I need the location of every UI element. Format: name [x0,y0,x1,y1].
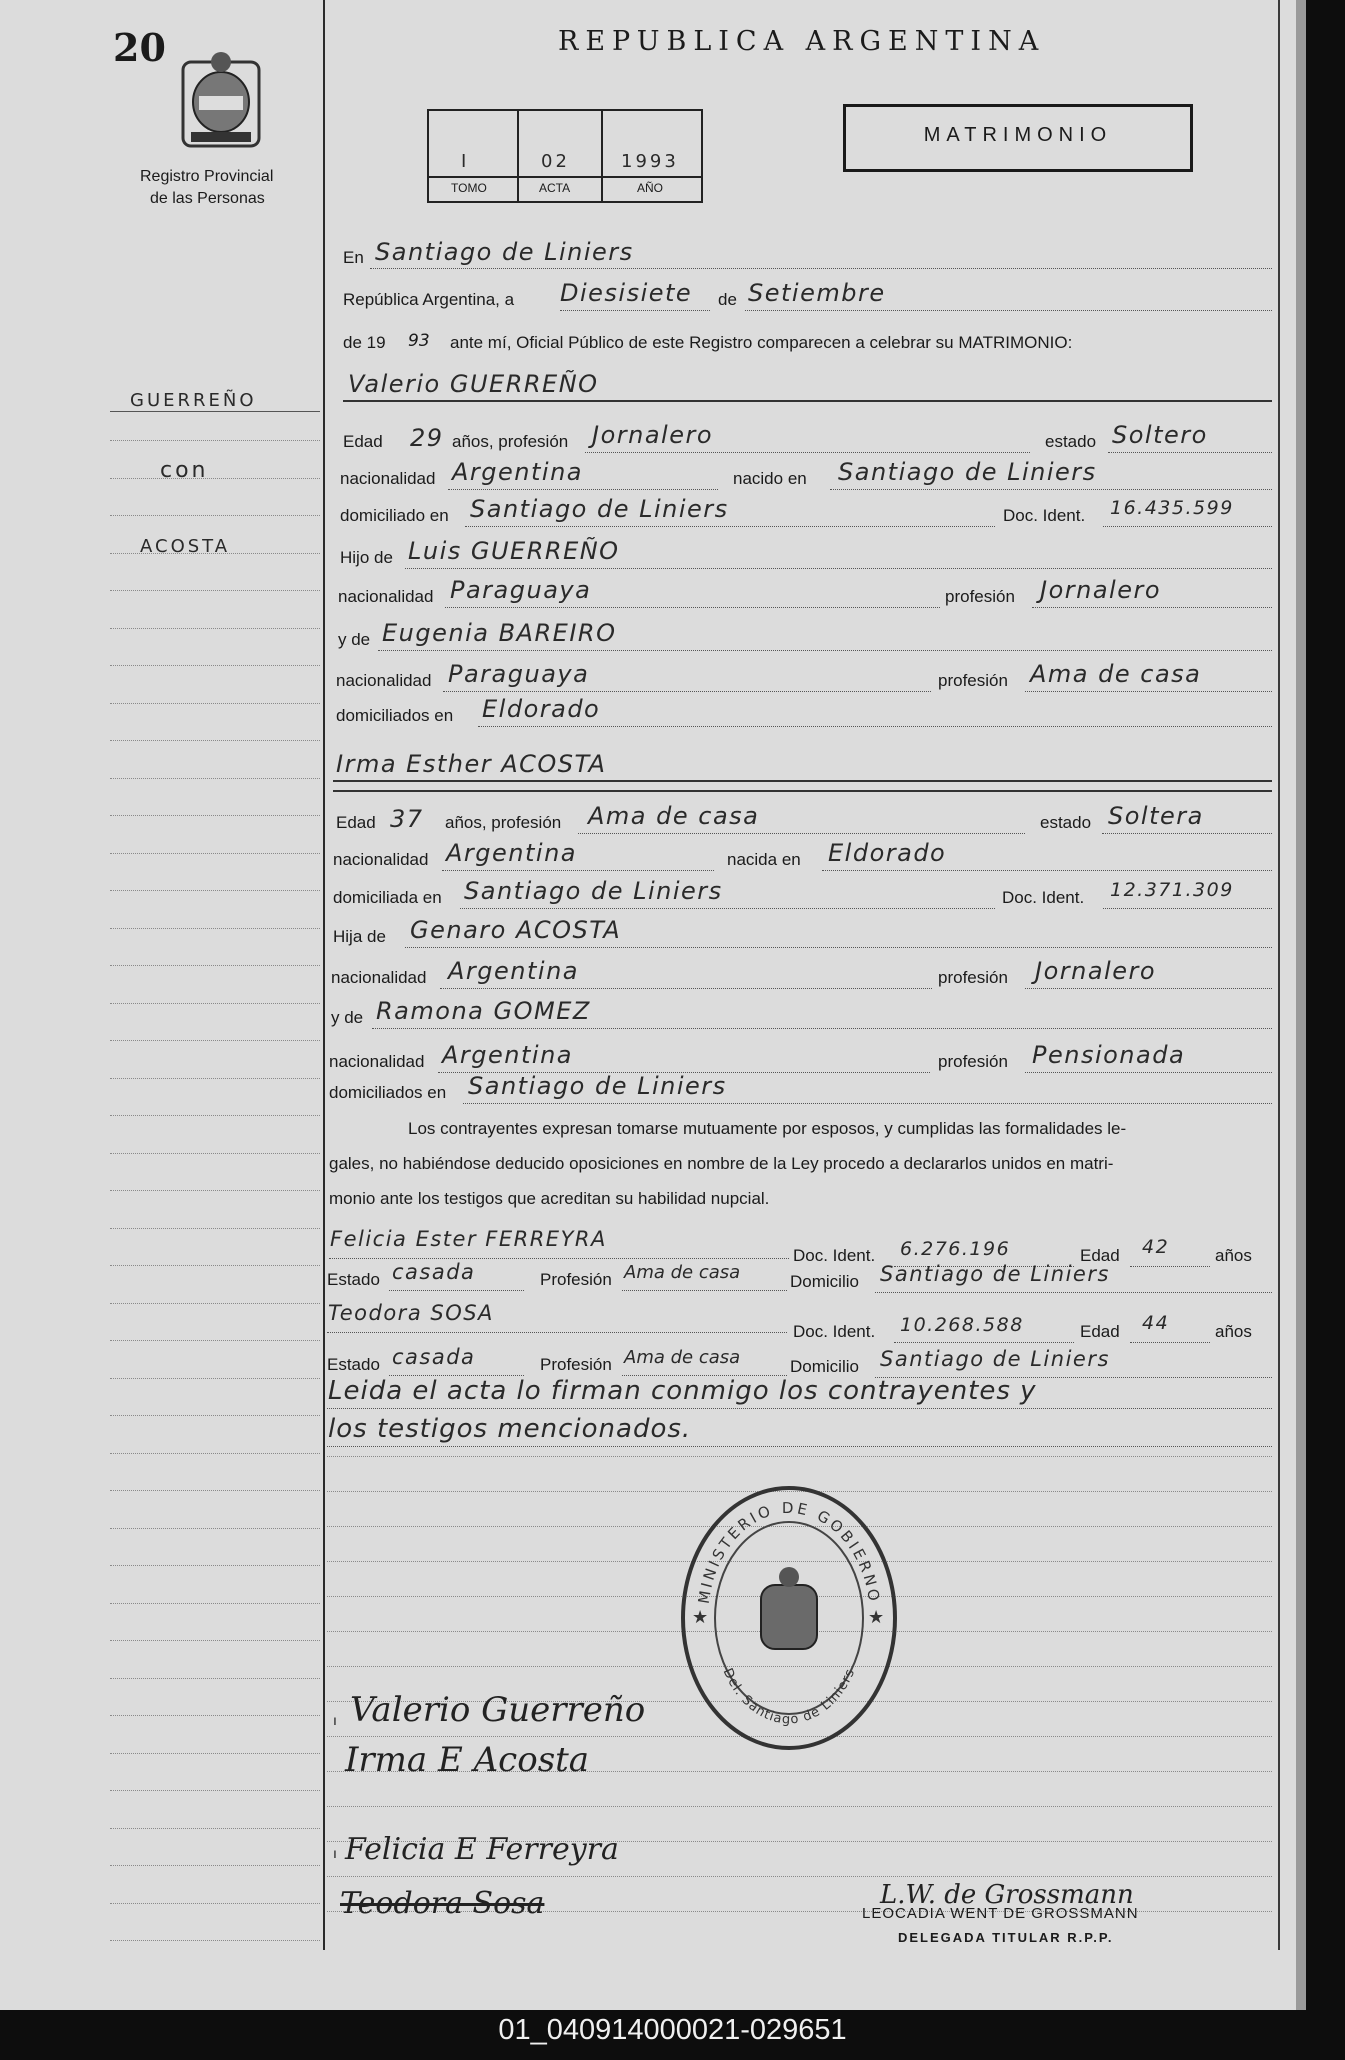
official-signature: L.W. de Grossmann [880,1880,1134,1910]
month-value: Setiembre [748,279,886,307]
witness2-status: casada [392,1345,476,1369]
witness1-name: Felicia Ester FERREYRA [330,1227,607,1251]
svg-text:Del. Santiago de Liniers [720,1666,859,1727]
margin-ruled-line [110,1340,320,1341]
bride-doc: 12.371.309 [1110,879,1234,901]
body-ruled-line [327,1876,1272,1877]
bride-birthplace: Eldorado [828,839,947,867]
registry-name-line1: Registro Provincial [140,168,274,185]
margin-ruled-line [110,478,320,479]
witness1-age: 42 [1142,1236,1170,1258]
page-number: 20 [113,25,166,70]
bride-mother-profession: Pensionada [1032,1041,1186,1069]
republica-label: República Argentina, a [343,290,515,309]
margin-ruled-line [110,1453,320,1454]
bride-mother-nationality: Argentina [442,1041,573,1069]
margin-ruled-line [110,703,320,704]
groom-parents-domicile: Eldorado [482,695,601,723]
registry-name-line2: de las Personas [150,190,265,207]
margin-ruled-line [110,1753,320,1754]
margin-ruled-line [110,1078,320,1079]
file-id: 01_040914000021-029651 [498,2014,847,2046]
act-number-box [427,109,703,203]
witness2-profession: Ama de casa [624,1347,741,1368]
witness1-domicile: Santiago de Liniers [880,1262,1110,1286]
margin-ruled-line [110,778,320,779]
margin-ruled-line [110,1640,320,1641]
margin-ruled-line [110,1415,320,1416]
groom-status: Soltero [1112,421,1208,449]
bride-mother: Ramona GOMEZ [376,997,591,1025]
ano-label: AÑO [637,181,664,195]
bride-signature: Irma E Acosta [345,1740,590,1780]
margin-ruled-line [110,853,320,854]
margin-ruled-line [110,1940,320,1941]
official-name: LEOCADIA WENT DE GROSSMANN [862,1905,1139,1922]
margin-ruled-line [110,1190,320,1191]
margin-ruled-line [110,1003,320,1004]
bride-status: Soltera [1108,802,1204,830]
bride-father-profession: Jornalero [1035,957,1157,985]
margin-divider [323,0,325,1950]
bride-age: 37 [390,805,424,833]
margin-ruled-line [110,1790,320,1791]
body-ruled-line [327,1456,1272,1457]
groom-age: 29 [410,424,444,452]
margin-ruled-line [110,1040,320,1041]
witness2-signature: Teodora Sosa [340,1886,545,1921]
margin-ruled-line [110,815,320,816]
groom-nationality: Argentina [452,458,583,486]
svg-text:★: ★ [868,1607,885,1628]
closing-line2: los testigos mencionados. [328,1414,692,1444]
bride-nationality: Argentina [446,839,577,867]
witness1-signature: Felicia E Ferreyra [345,1832,619,1867]
margin-ruled-line [110,965,320,966]
de-label: de [718,290,737,309]
groom-profession: Jornalero [592,421,714,449]
groom-birthplace: Santiago de Liniers [838,458,1097,486]
margin-ruled-line [110,928,320,929]
intro-closing: ante mí, Oficial Público de este Registro comparecen a celebrar su MATRIMONIO: [450,333,1073,352]
tomo-label: TOMO [451,181,487,195]
closing-line1: Leida el acta lo firman conmigo los contrayentes y [328,1376,1037,1406]
bride-profession: Ama de casa [588,802,760,830]
declaration-line3: monio ante los testigos que acreditan su habilidad nupcial. [329,1189,770,1208]
groom-mother: Eugenia BAREIRO [382,619,617,647]
en-label: En [343,248,364,267]
bride-domicile: Santiago de Liniers [464,877,723,905]
margin-ruled-line [110,1715,320,1716]
margin-ruled-line [110,1565,320,1566]
groom-mother-profession: Ama de casa [1030,660,1202,688]
groom-father: Luis GUERREÑO [408,537,620,565]
coat-of-arms-icon [175,44,267,154]
margin-ruled-line [110,1265,320,1266]
margin-ruled-line [110,1903,320,1904]
acta-label: ACTA [539,181,571,195]
act-type-label: MATRIMONIO [923,124,1113,146]
groom-name: Valerio GUERREÑO [348,370,599,398]
witness1-status: casada [392,1260,476,1284]
groom-mother-nationality: Paraguaya [448,660,590,688]
groom-domicile: Santiago de Liniers [470,495,729,523]
witness1-doc: 6.276.196 [900,1238,1011,1260]
margin-ruled-line [110,1490,320,1491]
margin-ruled-line [110,1828,320,1829]
margin-ruled-line [110,1153,320,1154]
margin-ruled-line [110,1378,320,1379]
groom-father-profession: Jornalero [1040,576,1162,604]
margin-name2: ACOSTA [140,536,231,557]
margin-name1: GUERREÑO [130,390,257,411]
margin-ruled-line [110,553,320,554]
groom-doc: 16.435.599 [1110,497,1234,519]
country-title: REPUBLICA ARGENTINA [558,26,1046,57]
margin-ruled-line [110,1603,320,1604]
margin-ruled-line [110,1678,320,1679]
day-value: Diesisiete [560,279,693,307]
ministry-stamp [678,1483,900,1753]
right-border [1278,0,1280,1950]
margin-ruled-line [110,440,320,441]
body-ruled-line [327,1806,1272,1807]
witness2-age: 44 [1142,1312,1170,1334]
groom-father-nationality: Paraguaya [450,576,592,604]
witness1-profession: Ama de casa [624,1262,741,1283]
margin-ruled-line [110,628,320,629]
declaration-line1: Los contrayentes expresan tomarse mutuamente por esposos, y cumplidas las formalidades le- [408,1119,1127,1138]
year-prefix: de 19 [343,333,386,352]
witness2-doc: 10.268.588 [900,1314,1024,1336]
witness2-name: Teodora SOSA [328,1301,494,1325]
document-page: 20 Registro Provincial de las Personas REPUBLICA ARGENTINA I TOMO 02 ACTA 1993 AÑO MATRIMONIO GUERREÑO con ACOSTA En Santiago de Liniers República Argentina, a Diesisiete de Setiembre de 19 93 ante mí, Oficial Público de este Registro comparecen a celebrar su MATRIMONIO: Valerio GUERREÑO Edad 29 años, profesión Jornalero estado Soltero nacionalidad Argentina nacido en Santiago de Liniers domiciliado en Santiago de Liniers Doc. Ident. 16.435.599 Hijo de Luis GUERREÑO nacionalidad Paraguaya profesión Jornalero y de Eugenia BAREIRO nacionalidad Paraguaya profesión Ama de casa domiciliados en Eldorado Irma Esther ACOSTA Edad 37 años, profesión Ama de casa estado Soltera nacionalidad Argentina nacida en Eldorado domiciliada en Santiago de Liniers Doc. Ident. 12.371.309 Hija de Genaro ACOSTA nacionalidad Argentina profesión Jornalero y de Ramona GOMEZ nacionalidad Argentina profesión Pensionada domiciliados en Santiago de Liniers Los contrayentes expresan tomarse mutuamente por esposos, y cumplidas las formalidades le- gales, no habiéndose deducido oposiciones en nombre de la Ley procedo a declararlos unidos en matri- monio ante los testigos que acreditan su habilidad nupcial. Felicia Ester FERREYRA Doc. Ident. 6.276.196 Edad 42 años Estado casada Profesión Ama de casa Domicilio Santiago de Liniers Teodora SOSA Doc. Ident. 10.268.588 Edad 44 años Estado casada Profesión Ama de casa Domicilio Santiago de Liniers Leida el acta lo firman conmigo los contrayentes y los testigos mencionados. ★ ★ MINISTERIO DE GOBIERNO Del. Santiago de Liniers ı Valerio Guerreño Irma E Acosta ı Felicia E Ferreyra Teodora Sosa L.W. de Grossmann LEOCADIA WENT DE GROSSMANN DELEGADA TITULAR R.P.P. [0,0,1296,2010]
witness2-domicile: Santiago de Liniers [880,1347,1110,1371]
margin-rule [110,411,320,412]
bride-father: Genaro ACOSTA [410,916,622,944]
bride-name: Irma Esther ACOSTA [336,750,607,778]
ano-value: 1993 [621,151,679,172]
margin-ruled-line [110,1528,320,1529]
stamp-text-top: MINISTERIO DE GOBIERNO [694,1498,884,1605]
margin-connector: con [160,458,209,483]
margin-ruled-line [110,740,320,741]
bride-father-nationality: Argentina [448,957,579,985]
margin-ruled-line [110,1228,320,1229]
margin-ruled-line [110,890,320,891]
margin-ruled-line [110,590,320,591]
place-value: Santiago de Liniers [375,238,634,266]
act-type-box [843,104,1193,172]
year-value: 93 [408,331,430,351]
official-title: DELEGADA TITULAR R.P.P. [898,1930,1114,1945]
groom-signature: Valerio Guerreño [350,1690,646,1730]
svg-text:★: ★ [692,1607,709,1628]
tomo-value: I [461,151,470,172]
stamp-text-bottom: Del. Santiago de Liniers [719,1666,859,1728]
margin-ruled-line [110,1303,320,1304]
margin-ruled-line [110,1115,320,1116]
margin-ruled-line [110,515,320,516]
acta-value: 02 [541,151,570,172]
declaration-line2: gales, no habiéndose deducido oposiciones en nombre de la Ley procedo a declararlos unidos en matri- [329,1154,1114,1173]
margin-ruled-line [110,665,320,666]
bride-parents-domicile: Santiago de Liniers [468,1072,727,1100]
margin-ruled-line [110,1865,320,1866]
